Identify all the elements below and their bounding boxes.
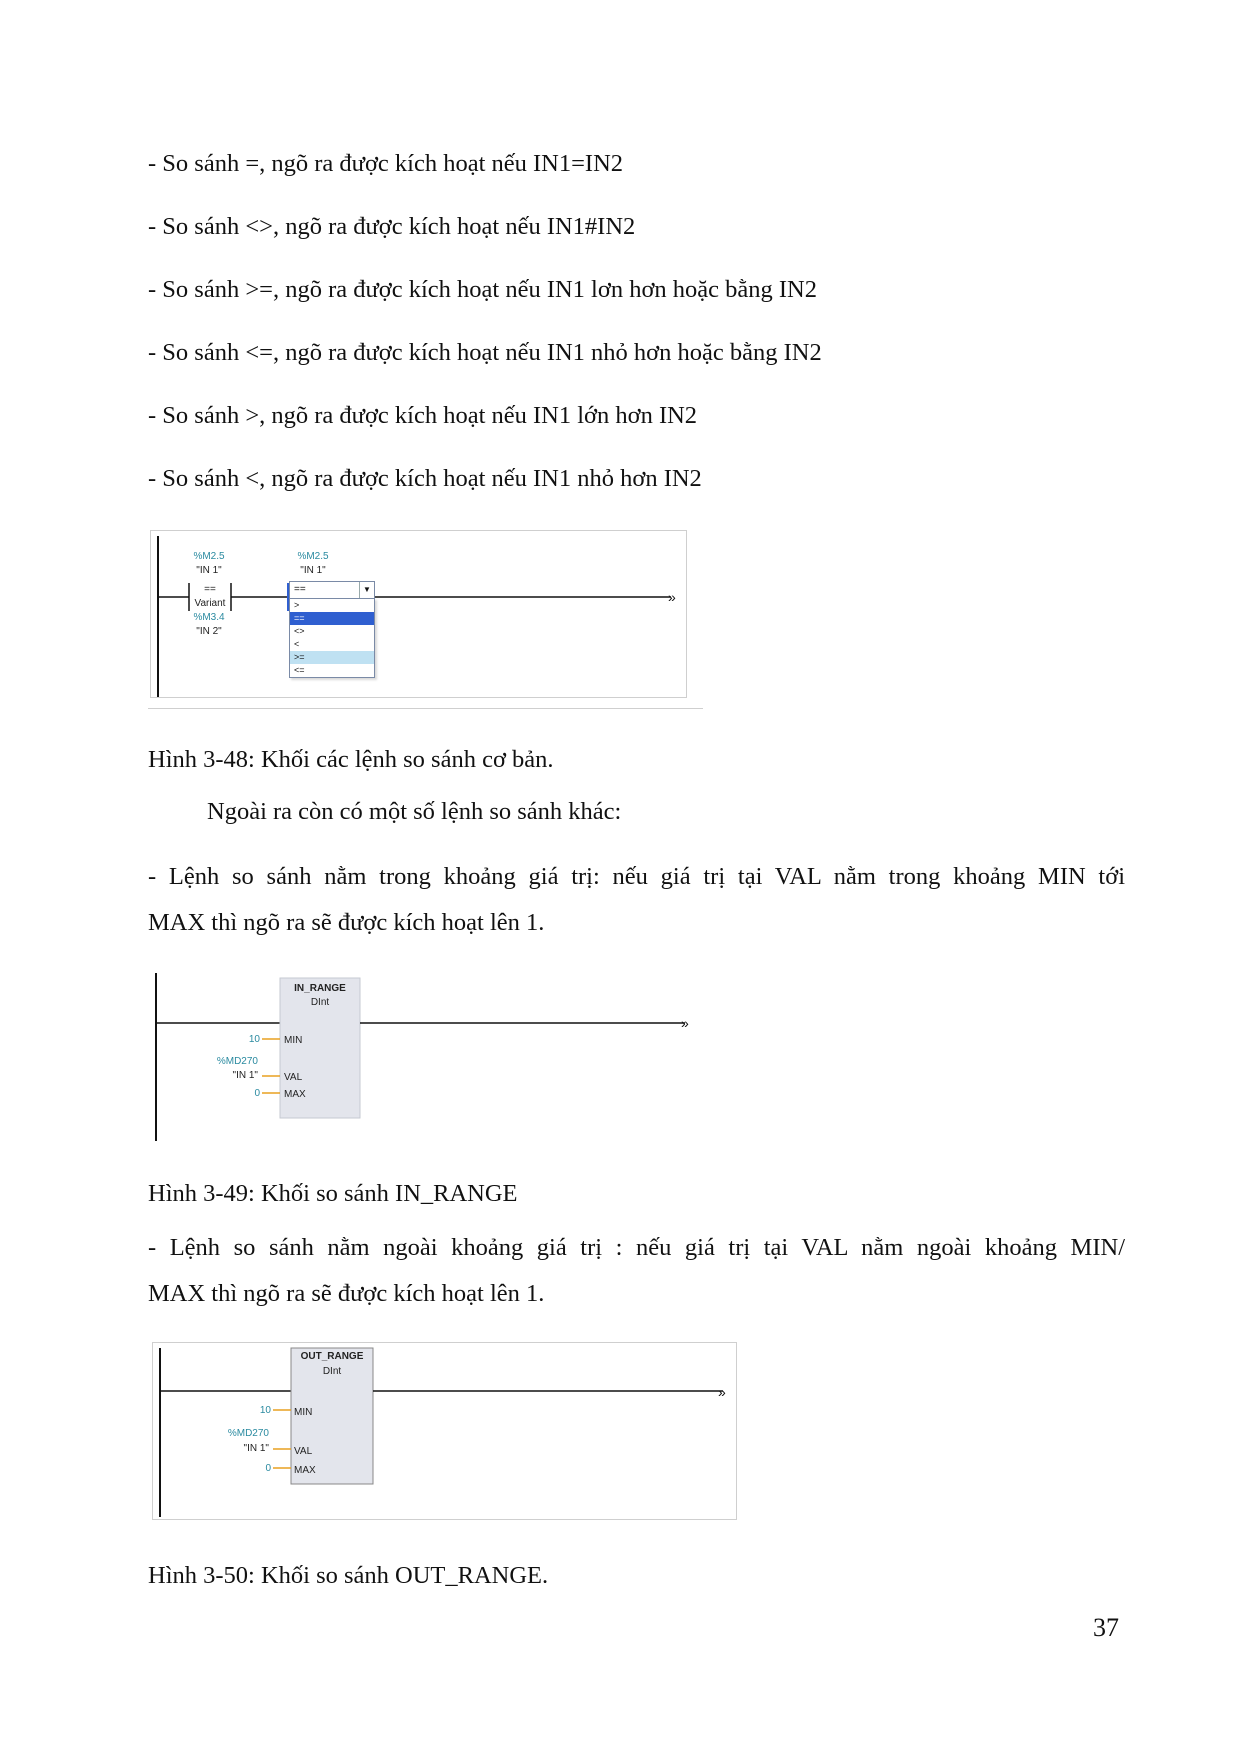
operator-select-value: == — [294, 584, 306, 595]
option-greater-equal[interactable]: >= — [290, 651, 374, 664]
contact-address-top: %M2.5 — [193, 551, 225, 562]
figure-compare-basic — [150, 530, 687, 698]
out-range-block-name: OUT_RANGE — [300, 1351, 364, 1362]
ladder-diagram-out-range — [153, 1343, 736, 1519]
bullet-less-equal: - So sánh <=, ngõ ra được kích hoạt nếu IN1 nhỏ hơn hoặc bằng IN2 — [148, 339, 822, 366]
operator-select[interactable] — [289, 581, 375, 599]
wire-end-arrow-icon: » — [718, 1384, 726, 1400]
val-tag: "IN 1" — [232, 1070, 258, 1081]
bullet-equal: - So sánh =, ngõ ra được kích hoạt nếu IN1=IN2 — [148, 150, 624, 177]
intro-text: Ngoài ra còn có một số lệnh so sánh khác: — [207, 798, 622, 825]
in-range-description-line2: MAX thì ngõ ra sẽ được kích hoạt lên 1. — [148, 909, 545, 936]
caption-fig-3-49: Hình 3-49: Khối so sánh IN_RANGE — [148, 1180, 518, 1207]
caption-fig-3-50: Hình 3-50: Khối so sánh OUT_RANGE. — [148, 1562, 549, 1589]
val-tag: "IN 1" — [243, 1443, 269, 1454]
caption-fig-3-48: Hình 3-48: Khối các lệnh so sánh cơ bản. — [148, 746, 554, 773]
ladder-diagram-compare — [151, 531, 686, 697]
pin-min-label: MIN — [284, 1035, 303, 1046]
in-range-block-type: DInt — [310, 997, 330, 1008]
figure-in-range — [150, 968, 700, 1143]
option-less[interactable]: < — [294, 639, 300, 649]
contact-operator: == — [204, 584, 216, 595]
in-range-description-line1: - Lệnh so sánh nằm trong khoảng giá trị: nếu giá trị tại VAL nằm trong khoảng MIN tới — [148, 863, 1125, 890]
pin-max-label: MAX — [284, 1089, 306, 1100]
figure-out-range — [152, 1342, 737, 1520]
editor-address: %M2.5 — [297, 551, 329, 562]
in-range-block-name: IN_RANGE — [294, 983, 346, 994]
max-value: 0 — [254, 1088, 260, 1099]
wire-end-arrow-icon: » — [681, 1015, 689, 1031]
ladder-diagram-in-range — [150, 968, 700, 1143]
editor-tag: "IN 1" — [300, 565, 326, 576]
page-number: 37 — [1093, 1613, 1119, 1642]
option-not-equal[interactable]: <> — [294, 626, 305, 636]
contact-tag-bottom: "IN 2" — [196, 626, 222, 637]
out-range-block-type: DInt — [322, 1366, 342, 1377]
out-range-description-line2: MAX thì ngõ ra sẽ được kích hoạt lên 1. — [148, 1280, 545, 1307]
pin-val-label: VAL — [284, 1072, 303, 1083]
bullet-less: - So sánh <, ngõ ra được kích hoạt nếu IN1 nhỏ hơn IN2 — [148, 465, 702, 492]
wire-end-arrow-icon: » — [668, 589, 676, 605]
bullet-greater-equal: - So sánh >=, ngõ ra được kích hoạt nếu IN1 lơn hơn hoặc bằng IN2 — [148, 276, 818, 303]
pin-min-label: MIN — [294, 1407, 313, 1418]
contact-address-bottom: %M3.4 — [193, 612, 225, 623]
operator-options-list — [289, 598, 375, 678]
bullet-not-equal: - So sánh <>, ngõ ra được kích hoạt nếu IN1#IN2 — [148, 213, 636, 240]
pin-val-label: VAL — [294, 1446, 313, 1457]
option-equal[interactable]: == — [290, 612, 374, 625]
option-less-equal[interactable]: <= — [294, 665, 305, 675]
val-address: %MD270 — [227, 1428, 269, 1439]
pin-max-label: MAX — [294, 1465, 316, 1476]
bullet-greater: - So sánh >, ngõ ra được kích hoạt nếu IN1 lớn hơn IN2 — [148, 402, 698, 429]
min-value: 10 — [259, 1405, 271, 1416]
chevron-down-icon[interactable]: ▼ — [359, 582, 374, 598]
contact-type: Variant — [194, 598, 226, 609]
figure-rule — [148, 708, 703, 709]
contact-tag-top: "IN 1" — [196, 565, 222, 576]
out-range-description-line1: - Lệnh so sánh nằm ngoài khoảng giá trị : nếu giá trị tại VAL nằm ngoài khoảng MIN/ — [148, 1234, 1125, 1261]
min-value: 10 — [248, 1034, 260, 1045]
val-address: %MD270 — [216, 1056, 258, 1067]
option-greater[interactable]: > — [294, 600, 300, 610]
max-value: 0 — [265, 1463, 271, 1474]
